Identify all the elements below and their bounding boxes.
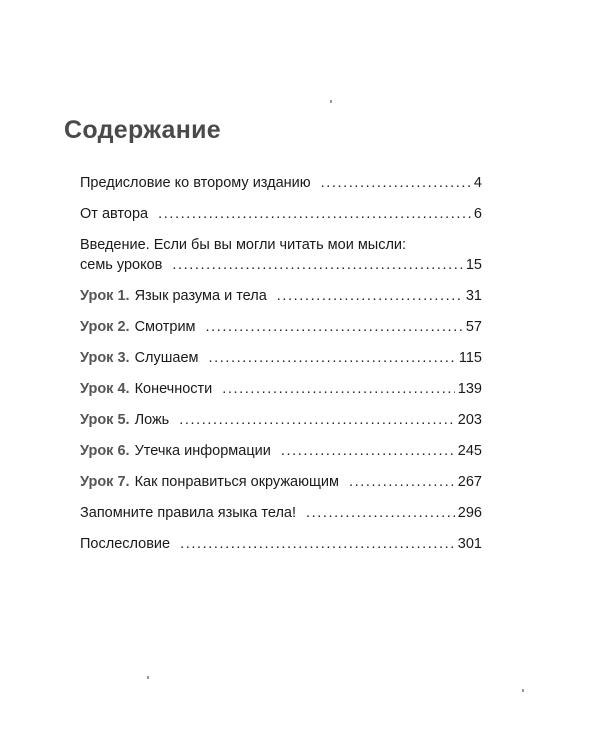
toc-entry-title-continued: семь уроков xyxy=(80,257,163,273)
toc-entry-lesson-2 xyxy=(80,312,482,343)
toc-entry-page: 267 xyxy=(457,474,482,490)
toc-entry-lesson-3 xyxy=(80,343,482,374)
toc-entry-lesson-7 xyxy=(80,467,482,498)
dot-leader xyxy=(321,168,471,199)
dot-leader xyxy=(222,374,455,405)
dot-leader xyxy=(277,281,463,312)
toc-entry-lesson-number: Урок 2. xyxy=(80,319,130,335)
dot-leader xyxy=(158,199,471,230)
toc-entry-page: 203 xyxy=(457,412,482,428)
toc-entry-title: Слушаем xyxy=(134,350,199,366)
toc-entry-from-author xyxy=(80,199,482,230)
toc-entry-lesson-number: Урок 7. xyxy=(80,474,130,490)
dot-leader xyxy=(208,343,455,374)
toc-entry-lesson-4 xyxy=(80,374,482,405)
toc-entry-page: 245 xyxy=(457,443,482,459)
dot-leader xyxy=(281,436,455,467)
toc-entry-page: 139 xyxy=(457,381,482,397)
toc-entry-lesson-6 xyxy=(80,436,482,467)
toc-entry-lesson-number: Урок 4. xyxy=(80,381,130,397)
toc-entry-title: Конечности xyxy=(134,381,213,397)
dot-leader xyxy=(180,529,455,560)
toc-entry-title: Смотрим xyxy=(134,319,196,335)
dot-leader xyxy=(206,312,463,343)
toc-entry-title: От автора xyxy=(80,206,149,222)
toc-entry-page: 4 xyxy=(473,175,482,191)
toc-entry-lesson-number: Урок 1. xyxy=(80,288,130,304)
toc-entry-title: Ложь xyxy=(134,412,170,428)
toc-entry-title: Предисловие ко второму изданию xyxy=(80,175,311,191)
toc-entry-title: Послесловие xyxy=(80,536,171,552)
toc-entry-page: 31 xyxy=(465,288,482,304)
toc-entry-page: 6 xyxy=(473,206,482,222)
toc-entry-introduction xyxy=(80,230,482,281)
toc-entry-lesson-5 xyxy=(80,405,482,436)
toc-entry-page: 301 xyxy=(457,536,482,552)
toc-entry-title: Как понравиться окружающим xyxy=(134,474,339,490)
toc-entry-title: Введение. Если бы вы могли читать мои мысли: xyxy=(80,237,407,253)
page-title: Содержание xyxy=(64,116,222,144)
toc-entry-title: Утечка информации xyxy=(134,443,271,459)
scan-speck xyxy=(330,100,332,103)
toc-entry-page: 115 xyxy=(458,350,482,366)
toc-entry-title: Язык разума и тела xyxy=(134,288,267,304)
toc-entry-afterword xyxy=(80,529,482,560)
toc-entry-lesson-number: Урок 5. xyxy=(80,412,130,428)
toc-entry-page: 15 xyxy=(465,257,482,273)
table-of-contents xyxy=(80,168,482,560)
dot-leader xyxy=(306,498,455,529)
dot-leader xyxy=(172,255,463,275)
dot-leader xyxy=(349,467,455,498)
dot-leader xyxy=(179,405,455,436)
toc-entry-page: 57 xyxy=(465,319,482,335)
toc-entry-rules xyxy=(80,498,482,529)
toc-entry-title: Запомните правила языка тела! xyxy=(80,505,297,521)
toc-entry-lesson-number: Урок 3. xyxy=(80,350,130,366)
scan-speck xyxy=(147,676,149,679)
toc-entry-preface xyxy=(80,168,482,199)
scan-speck xyxy=(522,689,524,692)
toc-entry-lesson-1 xyxy=(80,281,482,312)
toc-entry-lesson-number: Урок 6. xyxy=(80,443,130,459)
toc-entry-page: 296 xyxy=(457,505,482,521)
